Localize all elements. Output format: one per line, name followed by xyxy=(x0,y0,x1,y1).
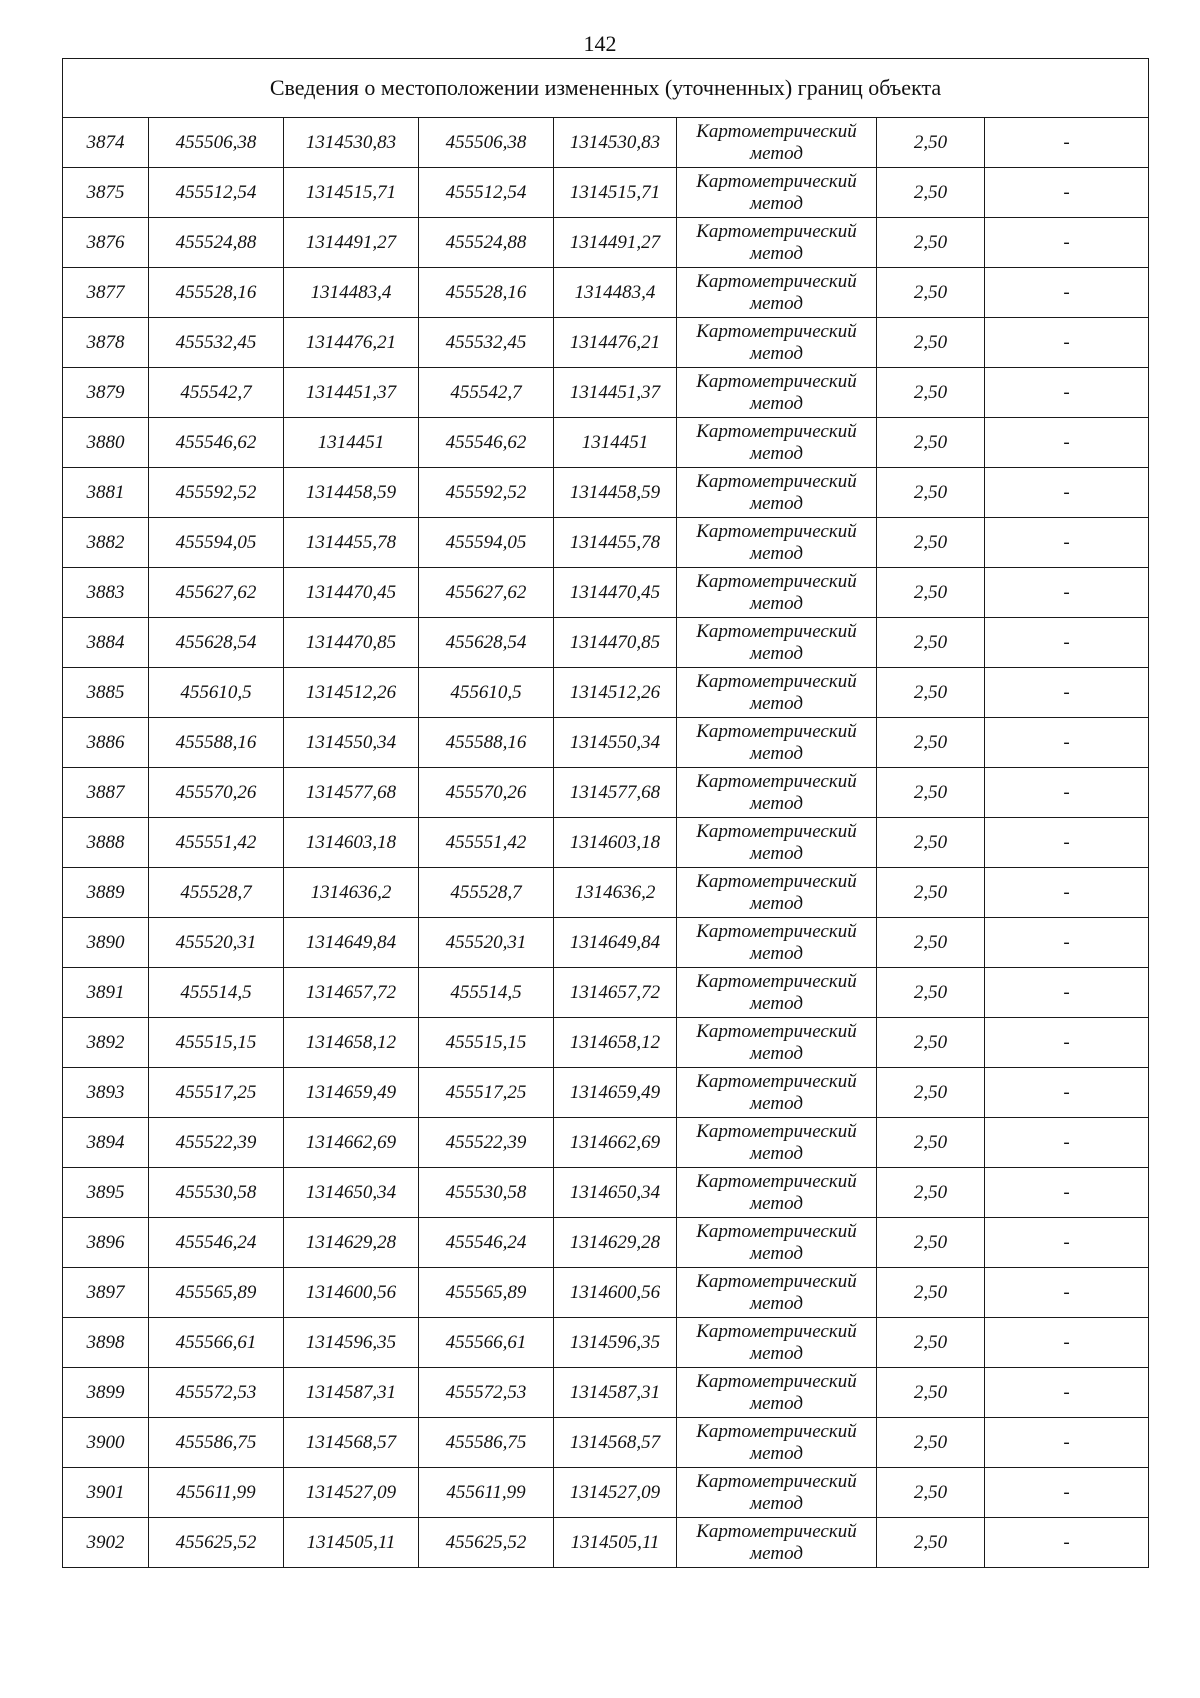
method-cell: Картометрический метод xyxy=(677,518,877,568)
x-refined-cell: 455520,31 xyxy=(419,918,554,968)
method-cell: Картометрический метод xyxy=(677,468,877,518)
precision-cell: 2,50 xyxy=(877,1168,985,1218)
y-existing-cell: 1314629,28 xyxy=(284,1218,419,1268)
method-cell: Картометрический метод xyxy=(677,218,877,268)
y-existing-cell: 1314587,31 xyxy=(284,1368,419,1418)
x-existing-cell: 455530,58 xyxy=(149,1168,284,1218)
y-existing-cell: 1314658,12 xyxy=(284,1018,419,1068)
y-refined-cell: 1314596,35 xyxy=(554,1318,677,1368)
method-cell: Картометрический метод xyxy=(677,568,877,618)
x-existing-cell: 455588,16 xyxy=(149,718,284,768)
y-existing-cell: 1314483,4 xyxy=(284,268,419,318)
x-existing-cell: 455522,39 xyxy=(149,1118,284,1168)
y-existing-cell: 1314650,34 xyxy=(284,1168,419,1218)
precision-cell: 2,50 xyxy=(877,1468,985,1518)
x-existing-cell: 455528,7 xyxy=(149,868,284,918)
x-refined-cell: 455594,05 xyxy=(419,518,554,568)
x-refined-cell: 455546,24 xyxy=(419,1218,554,1268)
precision-cell: 2,50 xyxy=(877,368,985,418)
y-refined-cell: 1314659,49 xyxy=(554,1068,677,1118)
note-cell: - xyxy=(985,1368,1149,1418)
precision-cell: 2,50 xyxy=(877,818,985,868)
y-existing-cell: 1314455,78 xyxy=(284,518,419,568)
note-cell: - xyxy=(985,468,1149,518)
note-cell: - xyxy=(985,768,1149,818)
point-number-cell: 3896 xyxy=(63,1218,149,1268)
method-cell: Картометрический метод xyxy=(677,1168,877,1218)
y-existing-cell: 1314662,69 xyxy=(284,1118,419,1168)
y-refined-cell: 1314476,21 xyxy=(554,318,677,368)
table-row xyxy=(63,1518,1149,1568)
y-refined-cell: 1314550,34 xyxy=(554,718,677,768)
precision-cell: 2,50 xyxy=(877,768,985,818)
table-row xyxy=(63,418,1149,468)
note-cell: - xyxy=(985,168,1149,218)
point-number-cell: 3897 xyxy=(63,1268,149,1318)
precision-cell: 2,50 xyxy=(877,568,985,618)
x-refined-cell: 455565,89 xyxy=(419,1268,554,1318)
precision-cell: 2,50 xyxy=(877,168,985,218)
point-number-cell: 3890 xyxy=(63,918,149,968)
y-existing-cell: 1314505,11 xyxy=(284,1518,419,1568)
x-refined-cell: 455512,54 xyxy=(419,168,554,218)
precision-cell: 2,50 xyxy=(877,1118,985,1168)
table-row xyxy=(63,1118,1149,1168)
x-existing-cell: 455586,75 xyxy=(149,1418,284,1468)
x-refined-cell: 455570,26 xyxy=(419,768,554,818)
point-number-cell: 3888 xyxy=(63,818,149,868)
x-existing-cell: 455506,38 xyxy=(149,118,284,168)
note-cell: - xyxy=(985,1068,1149,1118)
x-existing-cell: 455592,52 xyxy=(149,468,284,518)
y-refined-cell: 1314662,69 xyxy=(554,1118,677,1168)
table-row xyxy=(63,1218,1149,1268)
table-row xyxy=(63,1168,1149,1218)
method-cell: Картометрический метод xyxy=(677,1368,877,1418)
y-refined-cell: 1314636,2 xyxy=(554,868,677,918)
table-row xyxy=(63,1368,1149,1418)
y-existing-cell: 1314530,83 xyxy=(284,118,419,168)
x-existing-cell: 455520,31 xyxy=(149,918,284,968)
x-refined-cell: 455524,88 xyxy=(419,218,554,268)
note-cell: - xyxy=(985,968,1149,1018)
table-title-row xyxy=(63,59,1149,118)
note-cell: - xyxy=(985,318,1149,368)
x-existing-cell: 455611,99 xyxy=(149,1468,284,1518)
y-existing-cell: 1314600,56 xyxy=(284,1268,419,1318)
y-refined-cell: 1314527,09 xyxy=(554,1468,677,1518)
method-cell: Картометрический метод xyxy=(677,1118,877,1168)
note-cell: - xyxy=(985,1168,1149,1218)
y-refined-cell: 1314455,78 xyxy=(554,518,677,568)
precision-cell: 2,50 xyxy=(877,518,985,568)
coordinates-table-container xyxy=(62,58,1148,1568)
y-refined-cell: 1314505,11 xyxy=(554,1518,677,1568)
x-refined-cell: 455528,7 xyxy=(419,868,554,918)
x-refined-cell: 455546,62 xyxy=(419,418,554,468)
method-cell: Картометрический метод xyxy=(677,868,877,918)
table-row xyxy=(63,168,1149,218)
x-refined-cell: 455592,52 xyxy=(419,468,554,518)
precision-cell: 2,50 xyxy=(877,668,985,718)
y-refined-cell: 1314470,85 xyxy=(554,618,677,668)
y-refined-cell: 1314483,4 xyxy=(554,268,677,318)
note-cell: - xyxy=(985,1218,1149,1268)
point-number-cell: 3881 xyxy=(63,468,149,518)
y-refined-cell: 1314649,84 xyxy=(554,918,677,968)
y-existing-cell: 1314451 xyxy=(284,418,419,468)
point-number-cell: 3885 xyxy=(63,668,149,718)
y-existing-cell: 1314636,2 xyxy=(284,868,419,918)
y-existing-cell: 1314577,68 xyxy=(284,768,419,818)
table-row xyxy=(63,368,1149,418)
y-refined-cell: 1314451,37 xyxy=(554,368,677,418)
x-refined-cell: 455506,38 xyxy=(419,118,554,168)
note-cell: - xyxy=(985,618,1149,668)
precision-cell: 2,50 xyxy=(877,468,985,518)
note-cell: - xyxy=(985,218,1149,268)
method-cell: Картометрический метод xyxy=(677,368,877,418)
y-refined-cell: 1314530,83 xyxy=(554,118,677,168)
x-existing-cell: 455542,7 xyxy=(149,368,284,418)
method-cell: Картометрический метод xyxy=(677,268,877,318)
note-cell: - xyxy=(985,818,1149,868)
y-existing-cell: 1314470,45 xyxy=(284,568,419,618)
table-row xyxy=(63,968,1149,1018)
y-refined-cell: 1314629,28 xyxy=(554,1218,677,1268)
precision-cell: 2,50 xyxy=(877,1318,985,1368)
point-number-cell: 3880 xyxy=(63,418,149,468)
point-number-cell: 3902 xyxy=(63,1518,149,1568)
x-refined-cell: 455627,62 xyxy=(419,568,554,618)
table-row xyxy=(63,518,1149,568)
point-number-cell: 3879 xyxy=(63,368,149,418)
method-cell: Картометрический метод xyxy=(677,918,877,968)
point-number-cell: 3893 xyxy=(63,1068,149,1118)
point-number-cell: 3889 xyxy=(63,868,149,918)
method-cell: Картометрический метод xyxy=(677,818,877,868)
precision-cell: 2,50 xyxy=(877,318,985,368)
precision-cell: 2,50 xyxy=(877,618,985,668)
table-row xyxy=(63,1318,1149,1368)
method-cell: Картометрический метод xyxy=(677,1418,877,1468)
table-title: Сведения о местоположении измененных (уточненных) границ объекта xyxy=(63,59,1149,118)
x-existing-cell: 455570,26 xyxy=(149,768,284,818)
y-refined-cell: 1314658,12 xyxy=(554,1018,677,1068)
y-refined-cell: 1314650,34 xyxy=(554,1168,677,1218)
y-refined-cell: 1314587,31 xyxy=(554,1368,677,1418)
y-refined-cell: 1314512,26 xyxy=(554,668,677,718)
precision-cell: 2,50 xyxy=(877,1068,985,1118)
table-row xyxy=(63,1018,1149,1068)
method-cell: Картометрический метод xyxy=(677,718,877,768)
method-cell: Картометрический метод xyxy=(677,968,877,1018)
x-refined-cell: 455528,16 xyxy=(419,268,554,318)
note-cell: - xyxy=(985,518,1149,568)
table-row xyxy=(63,1068,1149,1118)
note-cell: - xyxy=(985,868,1149,918)
note-cell: - xyxy=(985,718,1149,768)
x-refined-cell: 455515,15 xyxy=(419,1018,554,1068)
table-row xyxy=(63,218,1149,268)
table-row xyxy=(63,118,1149,168)
note-cell: - xyxy=(985,1318,1149,1368)
precision-cell: 2,50 xyxy=(877,918,985,968)
method-cell: Картометрический метод xyxy=(677,1318,877,1368)
note-cell: - xyxy=(985,1418,1149,1468)
method-cell: Картометрический метод xyxy=(677,418,877,468)
note-cell: - xyxy=(985,268,1149,318)
point-number-cell: 3875 xyxy=(63,168,149,218)
x-existing-cell: 455546,24 xyxy=(149,1218,284,1268)
note-cell: - xyxy=(985,418,1149,468)
point-number-cell: 3878 xyxy=(63,318,149,368)
note-cell: - xyxy=(985,368,1149,418)
table-row xyxy=(63,468,1149,518)
x-existing-cell: 455514,5 xyxy=(149,968,284,1018)
precision-cell: 2,50 xyxy=(877,418,985,468)
note-cell: - xyxy=(985,918,1149,968)
method-cell: Картометрический метод xyxy=(677,668,877,718)
method-cell: Картометрический метод xyxy=(677,168,877,218)
note-cell: - xyxy=(985,1268,1149,1318)
x-refined-cell: 455532,45 xyxy=(419,318,554,368)
table-row xyxy=(63,718,1149,768)
point-number-cell: 3900 xyxy=(63,1418,149,1468)
y-refined-cell: 1314568,57 xyxy=(554,1418,677,1468)
table-row xyxy=(63,618,1149,668)
method-cell: Картометрический метод xyxy=(677,1218,877,1268)
point-number-cell: 3883 xyxy=(63,568,149,618)
point-number-cell: 3898 xyxy=(63,1318,149,1368)
y-existing-cell: 1314657,72 xyxy=(284,968,419,1018)
page-number: 142 xyxy=(583,31,617,56)
precision-cell: 2,50 xyxy=(877,968,985,1018)
table-body xyxy=(63,59,1149,1568)
point-number-cell: 3884 xyxy=(63,618,149,668)
x-existing-cell: 455551,42 xyxy=(149,818,284,868)
note-cell: - xyxy=(985,568,1149,618)
y-existing-cell: 1314512,26 xyxy=(284,668,419,718)
table-row xyxy=(63,818,1149,868)
x-refined-cell: 455517,25 xyxy=(419,1068,554,1118)
x-existing-cell: 455572,53 xyxy=(149,1368,284,1418)
point-number-cell: 3882 xyxy=(63,518,149,568)
method-cell: Картометрический метод xyxy=(677,1068,877,1118)
table-row xyxy=(63,1268,1149,1318)
y-existing-cell: 1314596,35 xyxy=(284,1318,419,1368)
y-refined-cell: 1314470,45 xyxy=(554,568,677,618)
point-number-cell: 3895 xyxy=(63,1168,149,1218)
coordinates-table xyxy=(62,58,1149,1568)
note-cell: - xyxy=(985,1018,1149,1068)
y-existing-cell: 1314649,84 xyxy=(284,918,419,968)
x-refined-cell: 455542,7 xyxy=(419,368,554,418)
method-cell: Картометрический метод xyxy=(677,1518,877,1568)
x-existing-cell: 455532,45 xyxy=(149,318,284,368)
method-cell: Картометрический метод xyxy=(677,618,877,668)
y-existing-cell: 1314515,71 xyxy=(284,168,419,218)
point-number-cell: 3892 xyxy=(63,1018,149,1068)
table-row xyxy=(63,768,1149,818)
y-refined-cell: 1314603,18 xyxy=(554,818,677,868)
point-number-cell: 3876 xyxy=(63,218,149,268)
y-existing-cell: 1314550,34 xyxy=(284,718,419,768)
x-refined-cell: 455522,39 xyxy=(419,1118,554,1168)
x-refined-cell: 455551,42 xyxy=(419,818,554,868)
table-row xyxy=(63,568,1149,618)
y-refined-cell: 1314600,56 xyxy=(554,1268,677,1318)
table-row xyxy=(63,918,1149,968)
y-refined-cell: 1314577,68 xyxy=(554,768,677,818)
y-existing-cell: 1314476,21 xyxy=(284,318,419,368)
x-existing-cell: 455565,89 xyxy=(149,1268,284,1318)
note-cell: - xyxy=(985,1118,1149,1168)
precision-cell: 2,50 xyxy=(877,1368,985,1418)
precision-cell: 2,50 xyxy=(877,1268,985,1318)
point-number-cell: 3886 xyxy=(63,718,149,768)
precision-cell: 2,50 xyxy=(877,1518,985,1568)
precision-cell: 2,50 xyxy=(877,868,985,918)
note-cell: - xyxy=(985,1518,1149,1568)
point-number-cell: 3877 xyxy=(63,268,149,318)
method-cell: Картометрический метод xyxy=(677,768,877,818)
point-number-cell: 3874 xyxy=(63,118,149,168)
point-number-cell: 3894 xyxy=(63,1118,149,1168)
point-number-cell: 3887 xyxy=(63,768,149,818)
y-refined-cell: 1314458,59 xyxy=(554,468,677,518)
y-refined-cell: 1314491,27 xyxy=(554,218,677,268)
table-row xyxy=(63,268,1149,318)
x-refined-cell: 455566,61 xyxy=(419,1318,554,1368)
x-existing-cell: 455528,16 xyxy=(149,268,284,318)
y-existing-cell: 1314458,59 xyxy=(284,468,419,518)
note-cell: - xyxy=(985,1468,1149,1518)
precision-cell: 2,50 xyxy=(877,1018,985,1068)
y-existing-cell: 1314527,09 xyxy=(284,1468,419,1518)
x-existing-cell: 455625,52 xyxy=(149,1518,284,1568)
table-row xyxy=(63,318,1149,368)
x-refined-cell: 455588,16 xyxy=(419,718,554,768)
x-existing-cell: 455627,62 xyxy=(149,568,284,618)
table-row xyxy=(63,1418,1149,1468)
x-refined-cell: 455530,58 xyxy=(419,1168,554,1218)
y-refined-cell: 1314657,72 xyxy=(554,968,677,1018)
method-cell: Картометрический метод xyxy=(677,118,877,168)
precision-cell: 2,50 xyxy=(877,268,985,318)
x-existing-cell: 455628,54 xyxy=(149,618,284,668)
x-refined-cell: 455586,75 xyxy=(419,1418,554,1468)
y-existing-cell: 1314568,57 xyxy=(284,1418,419,1468)
y-refined-cell: 1314451 xyxy=(554,418,677,468)
y-existing-cell: 1314659,49 xyxy=(284,1068,419,1118)
x-refined-cell: 455628,54 xyxy=(419,618,554,668)
point-number-cell: 3901 xyxy=(63,1468,149,1518)
point-number-cell: 3899 xyxy=(63,1368,149,1418)
method-cell: Картометрический метод xyxy=(677,1018,877,1068)
y-refined-cell: 1314515,71 xyxy=(554,168,677,218)
table-row xyxy=(63,668,1149,718)
precision-cell: 2,50 xyxy=(877,218,985,268)
x-existing-cell: 455517,25 xyxy=(149,1068,284,1118)
table-row xyxy=(63,1468,1149,1518)
x-refined-cell: 455572,53 xyxy=(419,1368,554,1418)
note-cell: - xyxy=(985,668,1149,718)
note-cell: - xyxy=(985,118,1149,168)
x-existing-cell: 455512,54 xyxy=(149,168,284,218)
y-existing-cell: 1314491,27 xyxy=(284,218,419,268)
x-existing-cell: 455594,05 xyxy=(149,518,284,568)
x-refined-cell: 455610,5 xyxy=(419,668,554,718)
x-existing-cell: 455524,88 xyxy=(149,218,284,268)
point-number-cell: 3891 xyxy=(63,968,149,1018)
y-existing-cell: 1314451,37 xyxy=(284,368,419,418)
precision-cell: 2,50 xyxy=(877,1218,985,1268)
x-existing-cell: 455566,61 xyxy=(149,1318,284,1368)
y-existing-cell: 1314470,85 xyxy=(284,618,419,668)
x-refined-cell: 455625,52 xyxy=(419,1518,554,1568)
x-existing-cell: 455546,62 xyxy=(149,418,284,468)
precision-cell: 2,50 xyxy=(877,118,985,168)
method-cell: Картометрический метод xyxy=(677,1268,877,1318)
y-existing-cell: 1314603,18 xyxy=(284,818,419,868)
table-row xyxy=(63,868,1149,918)
precision-cell: 2,50 xyxy=(877,1418,985,1468)
precision-cell: 2,50 xyxy=(877,718,985,768)
method-cell: Картометрический метод xyxy=(677,318,877,368)
method-cell: Картометрический метод xyxy=(677,1468,877,1518)
x-refined-cell: 455514,5 xyxy=(419,968,554,1018)
x-existing-cell: 455515,15 xyxy=(149,1018,284,1068)
x-existing-cell: 455610,5 xyxy=(149,668,284,718)
x-refined-cell: 455611,99 xyxy=(419,1468,554,1518)
